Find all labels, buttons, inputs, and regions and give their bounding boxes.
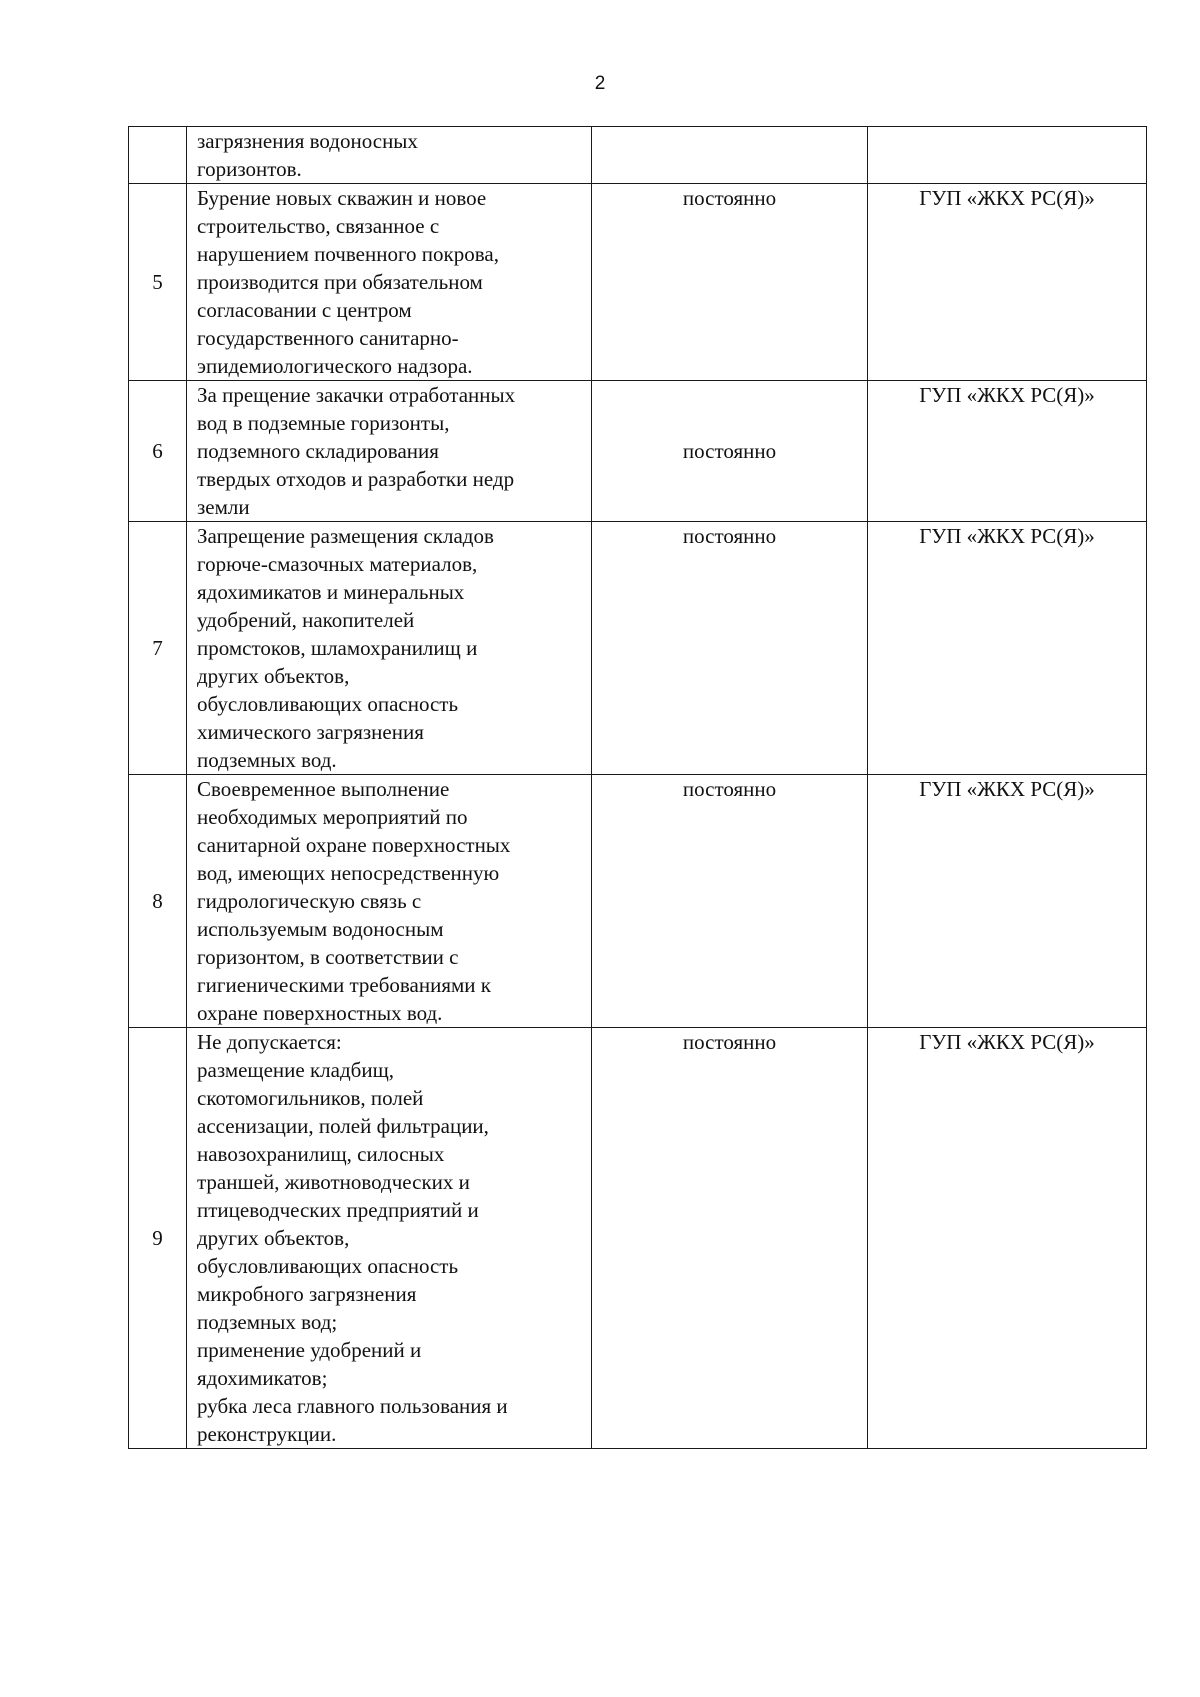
description-line: применение удобрений и xyxy=(197,1338,422,1362)
row-period: постоянно xyxy=(592,184,868,381)
description-line: Бурение новых скважин и новое xyxy=(197,186,487,210)
description-line: рубка леса главного пользования и xyxy=(197,1394,508,1418)
description-line: вод в подземные горизонты, xyxy=(197,411,450,435)
description-line: эпидемиологического надзора. xyxy=(197,354,473,378)
row-description xyxy=(187,184,592,381)
description-line: навозохранилищ, силосных xyxy=(197,1142,445,1166)
description-line: подземных вод; xyxy=(197,1310,338,1334)
row-responsible: ГУП «ЖКХ РС(Я)» xyxy=(868,775,1147,1028)
description-line: ядохимикатов и минеральных xyxy=(197,580,465,604)
description-line: охране поверхностных вод. xyxy=(197,1001,443,1025)
row-number: 8 xyxy=(129,775,187,1028)
description-line: ядохимикатов; xyxy=(197,1366,328,1390)
description-line: санитарной охране поверхностных xyxy=(197,833,511,857)
description-line: траншей, животноводческих и xyxy=(197,1170,470,1194)
description-line: подземного складирования xyxy=(197,439,439,463)
row-responsible: ГУП «ЖКХ РС(Я)» xyxy=(868,1028,1147,1449)
description-line: размещение кладбищ, xyxy=(197,1058,394,1082)
description-line: обусловливающих опасность xyxy=(197,1254,459,1278)
table-row xyxy=(129,127,1147,184)
row-description xyxy=(187,381,592,522)
description-line: обусловливающих опасность xyxy=(197,692,459,716)
table-row xyxy=(129,1028,1147,1449)
description-line: Своевременное выполнение xyxy=(197,777,450,801)
description-line: строительство, связанное с xyxy=(197,214,440,238)
row-responsible: ГУП «ЖКХ РС(Я)» xyxy=(868,381,1147,522)
row-description xyxy=(187,127,592,184)
description-line: согласовании с центром xyxy=(197,298,412,322)
table-row xyxy=(129,381,1147,522)
description-line: государственного санитарно- xyxy=(197,326,459,350)
description-line: ассенизации, полей фильтрации, xyxy=(197,1114,489,1138)
description-line: горизонтом, в соответствии с xyxy=(197,945,459,969)
description-line: подземных вод. xyxy=(197,748,337,772)
measures-table xyxy=(128,126,1147,1449)
description-line: гидрологическую связь с xyxy=(197,889,422,913)
description-line: земли xyxy=(197,495,250,519)
row-period: постоянно xyxy=(592,775,868,1028)
description-line: промстоков, шламохранилищ и xyxy=(197,636,478,660)
description-line: других объектов, xyxy=(197,1226,350,1250)
description-line: загрязнения водоносных xyxy=(197,129,418,153)
description-line: птицеводческих предприятий и xyxy=(197,1198,479,1222)
table-row xyxy=(129,522,1147,775)
description-line: химического загрязнения xyxy=(197,720,424,744)
row-responsible: ГУП «ЖКХ РС(Я)» xyxy=(868,522,1147,775)
row-period xyxy=(592,127,868,184)
table-row xyxy=(129,184,1147,381)
description-line: За прещение закачки отработанных xyxy=(197,383,516,407)
description-line: гигиеническими требованиями к xyxy=(197,973,491,997)
description-line: вод, имеющих непосредственную xyxy=(197,861,500,885)
row-number: 7 xyxy=(129,522,187,775)
row-number: 6 xyxy=(129,381,187,522)
row-number: 9 xyxy=(129,1028,187,1449)
row-period: постоянно xyxy=(592,522,868,775)
row-description xyxy=(187,1028,592,1449)
description-line: твердых отходов и разработки недр xyxy=(197,467,515,491)
description-line: Не допускается: xyxy=(197,1030,342,1054)
row-number xyxy=(129,127,187,184)
description-line: других объектов, xyxy=(197,664,350,688)
description-line: скотомогильников, полей xyxy=(197,1086,424,1110)
description-line: нарушением почвенного покрова, xyxy=(197,242,499,266)
row-period: постоянно xyxy=(592,381,868,522)
description-line: производится при обязательном xyxy=(197,270,483,294)
page-number: 2 xyxy=(594,73,606,94)
description-line: необходимых мероприятий по xyxy=(197,805,468,829)
description-line: микробного загрязнения xyxy=(197,1282,417,1306)
row-responsible: ГУП «ЖКХ РС(Я)» xyxy=(868,184,1147,381)
description-line: используемым водоносным xyxy=(197,917,444,941)
description-line: горизонтов. xyxy=(197,157,302,181)
row-responsible xyxy=(868,127,1147,184)
row-description xyxy=(187,522,592,775)
description-line: удобрений, накопителей xyxy=(197,608,415,632)
row-description xyxy=(187,775,592,1028)
description-line: Запрещение размещения складов xyxy=(197,524,494,548)
table-row xyxy=(129,775,1147,1028)
description-line: горюче-смазочных материалов, xyxy=(197,552,478,576)
description-line: реконструкции. xyxy=(197,1422,337,1446)
row-number: 5 xyxy=(129,184,187,381)
row-period: постоянно xyxy=(592,1028,868,1449)
